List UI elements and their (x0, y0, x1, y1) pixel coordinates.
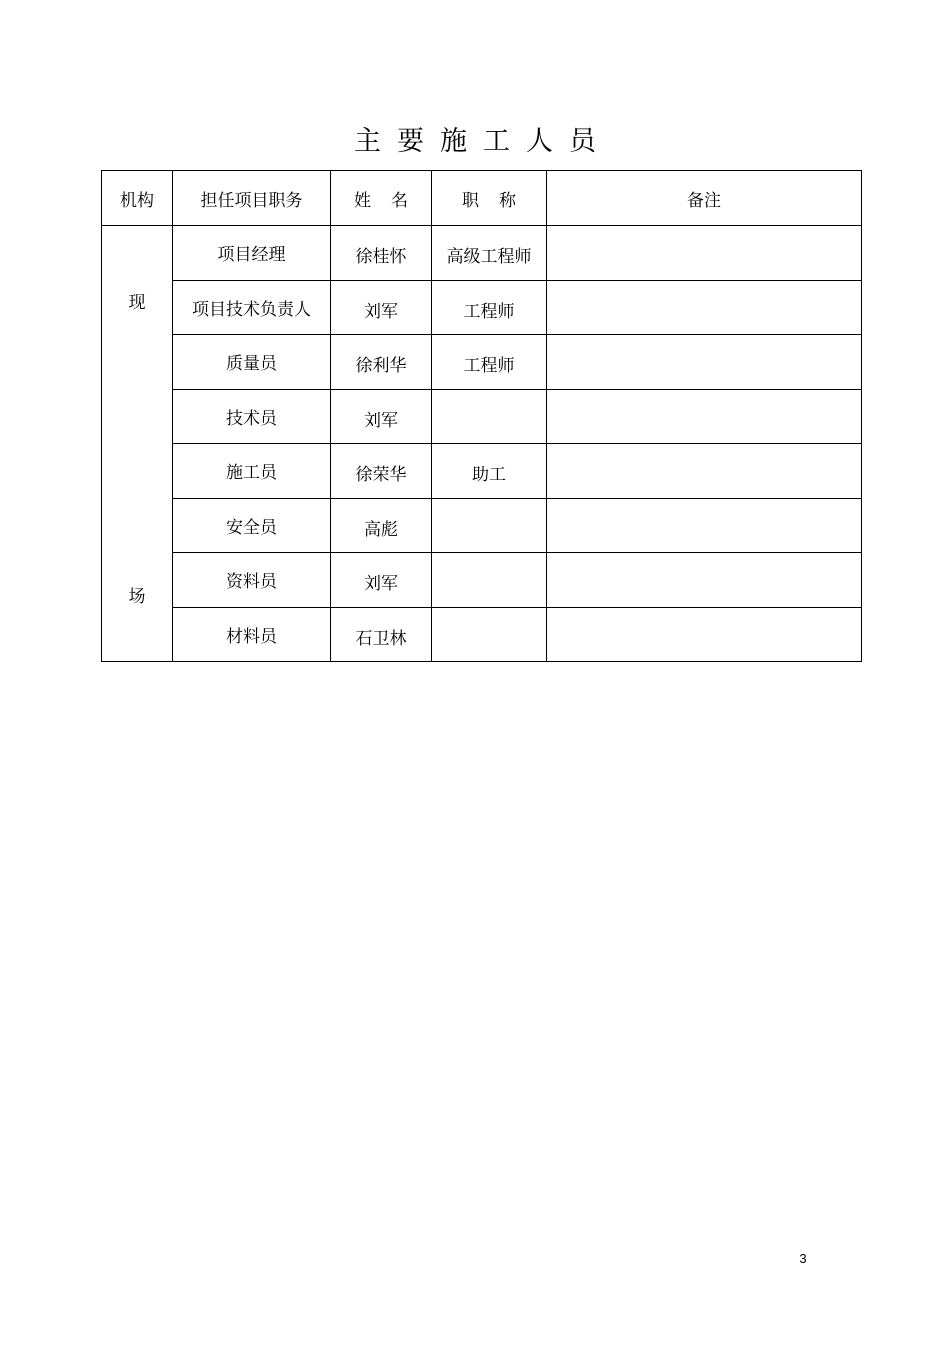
remarks-cell (547, 335, 862, 390)
name-cell: 徐利华 (331, 335, 432, 390)
remarks-cell (547, 226, 862, 281)
remarks-cell (547, 498, 862, 553)
table-row (102, 280, 862, 335)
title-cell: 高级工程师 (432, 226, 547, 281)
page-number: 3 (799, 1251, 807, 1266)
position-cell: 项目技术负责人 (173, 280, 331, 335)
name-cell: 徐荣华 (331, 444, 432, 499)
remarks-cell (547, 389, 862, 444)
header-title: 职称 (432, 171, 547, 226)
remarks-cell (547, 607, 862, 662)
header-org: 机构 (102, 171, 173, 226)
remarks-cell (547, 444, 862, 499)
table-row (102, 389, 862, 444)
org-label-bottom: 场 (128, 587, 146, 607)
table-row (102, 444, 862, 499)
header-position: 担任项目职务 (173, 171, 331, 226)
org-label-top: 现 (128, 293, 146, 313)
table-row (102, 226, 862, 281)
table-header-row (102, 171, 862, 226)
table-row (102, 607, 862, 662)
position-cell: 技术员 (173, 389, 331, 444)
position-cell: 安全员 (173, 498, 331, 553)
org-cell (102, 226, 173, 662)
position-cell: 施工员 (173, 444, 331, 499)
staff-table (101, 170, 862, 662)
page-title: 主要施工人员 (354, 126, 612, 157)
name-cell: 徐桂怀 (331, 226, 432, 281)
name-cell: 高彪 (331, 498, 432, 553)
table-row (102, 335, 862, 390)
name-cell: 刘军 (331, 553, 432, 608)
name-cell: 刘军 (331, 280, 432, 335)
title-cell: 助工 (432, 444, 547, 499)
header-remarks: 备注 (547, 171, 862, 226)
header-name: 姓名 (331, 171, 432, 226)
position-cell: 质量员 (173, 335, 331, 390)
title-cell: 工程师 (432, 335, 547, 390)
position-cell: 资料员 (173, 553, 331, 608)
name-cell: 石卫林 (331, 607, 432, 662)
title-cell: 工程师 (432, 280, 547, 335)
remarks-cell (547, 553, 862, 608)
name-cell: 刘军 (331, 389, 432, 444)
title-cell (432, 389, 547, 444)
remarks-cell (547, 280, 862, 335)
title-cell (432, 553, 547, 608)
title-cell (432, 607, 547, 662)
title-cell (432, 498, 547, 553)
table-row (102, 498, 862, 553)
position-cell: 材料员 (173, 607, 331, 662)
table-row (102, 553, 862, 608)
position-cell: 项目经理 (173, 226, 331, 281)
